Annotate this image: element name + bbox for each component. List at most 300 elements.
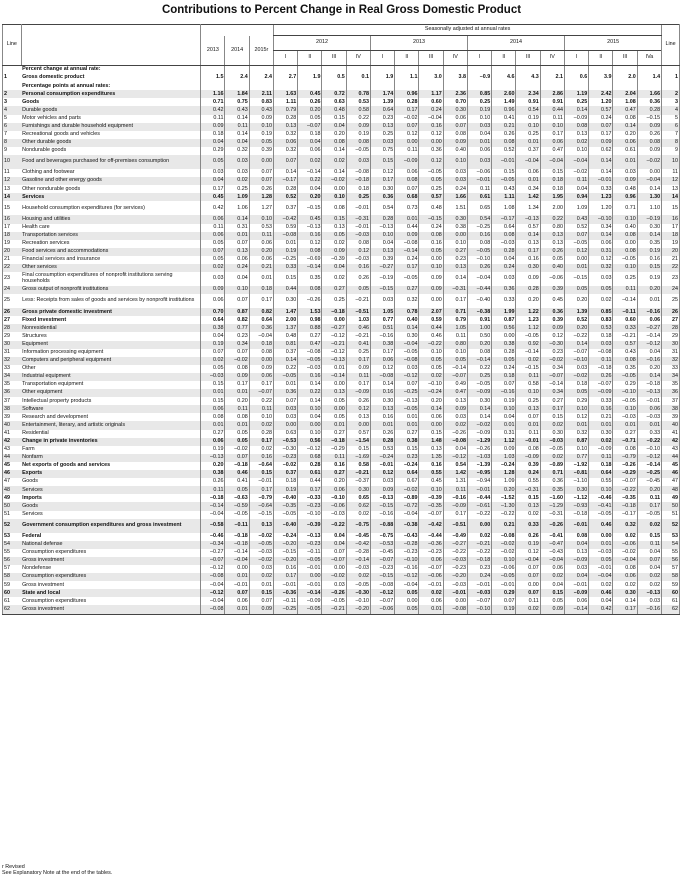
value-cell: –0.09 [467, 430, 491, 438]
line-number: 39 [3, 413, 22, 421]
line-number: 55 [3, 549, 22, 557]
line-number-right: 49 [662, 494, 680, 502]
value-cell: 1.42 [516, 193, 540, 201]
value-cell: 0.12 [370, 365, 394, 373]
value-cell: 0.04 [225, 139, 249, 147]
value-cell: 0.28 [492, 349, 516, 357]
row-label: Nonfarm [21, 454, 201, 462]
value-cell: 0.10 [613, 264, 637, 272]
value-cell: –0.05 [419, 169, 443, 177]
value-cell: 0.25 [564, 98, 588, 106]
value-cell: –0.38 [467, 308, 491, 316]
value-cell: 1.48 [419, 438, 443, 446]
value-cell: 0.20 [564, 324, 588, 332]
value-cell: 1.1 [395, 74, 419, 82]
value-cell: 0.03 [201, 272, 225, 286]
line-number: 41 [3, 430, 22, 438]
value-cell: 1.23 [516, 316, 540, 324]
value-cell: –0.14 [443, 365, 467, 373]
value-cell: 0.1 [346, 74, 370, 82]
value-cell: 0.13 [419, 446, 443, 454]
value-cell: 0.03 [492, 272, 516, 286]
line-number-right: 50 [662, 502, 680, 510]
value-cell: 0.09 [225, 373, 249, 381]
value-cell: 0.64 [492, 224, 516, 232]
value-cell: 0.25 [370, 131, 394, 139]
table-row [3, 413, 680, 421]
value-cell: 0.06 [516, 169, 540, 177]
value-cell: –0.03 [298, 365, 322, 373]
row-label: Nondurable goods [22, 147, 67, 154]
value-cell: –0.53 [370, 541, 394, 549]
table-row [3, 494, 680, 502]
line-number-right: 7 [662, 131, 680, 139]
value-cell: –0.07 [419, 565, 443, 573]
value-cell: –0.04 [564, 155, 588, 169]
value-cell: 0.26 [249, 185, 273, 193]
value-cell: 0.36 [419, 147, 443, 155]
value-cell: 0.02 [564, 139, 588, 147]
value-cell: 0.06 [419, 597, 443, 605]
value-cell: 0.07 [516, 565, 540, 573]
value-cell: –0.10 [613, 389, 637, 397]
value-cell: 3.9 [589, 74, 613, 82]
line-number: 11 [3, 169, 22, 177]
value-cell: 0.12 [516, 549, 540, 557]
value-cell: 0.07 [395, 123, 419, 131]
line-number-right: 30 [662, 341, 680, 349]
line-number: 53 [3, 533, 22, 541]
value-cell: –0.28 [395, 541, 419, 549]
value-cell: –0.05 [467, 381, 491, 389]
value-cell: –0.23 [273, 454, 297, 462]
value-cell: 0.40 [395, 316, 419, 324]
value-cell: –0.10 [346, 597, 370, 605]
line-number: 58 [3, 573, 22, 581]
value-cell: –0.09 [564, 557, 588, 565]
value-cell: 0.11 [201, 115, 225, 123]
value-cell: 0.26 [298, 98, 322, 106]
value-cell: 0.14 [273, 169, 297, 177]
value-cell: –0.02 [492, 541, 516, 549]
value-cell: 0.33 [613, 324, 637, 332]
value-cell: 1.03 [346, 316, 370, 324]
line-number: 3 [3, 98, 22, 106]
line-number: 44 [3, 454, 22, 462]
value-cell: 0.13 [443, 397, 467, 405]
value-cell: –0.16 [637, 605, 661, 614]
value-cell: 0.91 [467, 316, 491, 324]
value-cell: 0.01 [322, 421, 346, 429]
value-cell: 0.45 [419, 478, 443, 486]
line-number-right: 25 [662, 294, 680, 308]
value-cell: –0.09 [564, 589, 588, 597]
value-cell: –0.24 [419, 389, 443, 397]
value-cell: 0.02 [589, 294, 613, 308]
value-cell: 0.14 [298, 381, 322, 389]
value-cell: 0.13 [443, 264, 467, 272]
value-cell: –0.01 [346, 201, 370, 215]
value-cell: 0.81 [273, 341, 297, 349]
line-number: 21 [3, 256, 22, 264]
value-cell: 0.18 [540, 185, 564, 193]
line-number-right: 9 [662, 147, 680, 155]
value-cell: 0.04 [564, 185, 588, 193]
value-cell: 0.17 [589, 131, 613, 139]
value-cell: 0.50 [467, 332, 491, 340]
value-cell: 0.15 [273, 272, 297, 286]
row-label: Information processing equipment [22, 348, 104, 355]
value-cell: 0.03 [467, 155, 491, 169]
value-cell: –0.18 [225, 462, 249, 470]
value-cell: –1.30 [492, 502, 516, 510]
value-cell: 0.09 [249, 365, 273, 373]
value-cell: –0.21 [322, 341, 346, 349]
value-cell: 0.60 [419, 98, 443, 106]
line-number: 2 [3, 90, 22, 98]
line-number: 13 [3, 185, 22, 193]
line-number: 31 [3, 349, 22, 357]
line-number-right: 46 [662, 470, 680, 478]
value-cell: –0.06 [370, 605, 394, 614]
value-cell: –0.14 [225, 549, 249, 557]
value-cell: 0.16 [467, 232, 491, 240]
value-cell: 0.38 [395, 438, 419, 446]
quarter-header: I [467, 51, 491, 66]
line-number-right: 15 [662, 201, 680, 215]
value-cell: 0.17 [516, 248, 540, 256]
line-number-right: 5 [662, 115, 680, 123]
value-cell: 1.5 [201, 74, 225, 82]
value-cell: 0.03 [249, 565, 273, 573]
value-cell: –0.12 [395, 573, 419, 581]
line-number: 52 [3, 519, 22, 533]
value-cell: 0.14 [589, 169, 613, 177]
line-number-right: 21 [662, 256, 680, 264]
value-cell: 0.03 [467, 123, 491, 131]
line-number: 27 [3, 316, 22, 324]
value-cell: 0.01 [589, 541, 613, 549]
value-cell: –0.07 [589, 381, 613, 389]
value-cell: 0.24 [225, 264, 249, 272]
line-number-right: 6 [662, 123, 680, 131]
quarter-header: IV [443, 51, 467, 66]
value-cell: 0.28 [492, 248, 516, 256]
value-cell: 1.22 [516, 308, 540, 316]
value-cell: –0.07 [564, 349, 588, 357]
value-cell: 1.11 [273, 98, 297, 106]
value-cell: 0.38 [201, 470, 225, 478]
value-cell: 0.04 [637, 349, 661, 357]
value-cell: 0.04 [201, 139, 225, 147]
value-cell: –0.22 [467, 549, 491, 557]
value-cell: 0.11 [589, 454, 613, 462]
value-cell: 0.47 [443, 389, 467, 397]
value-cell: –0.14 [322, 373, 346, 381]
value-cell: 0.39 [540, 286, 564, 294]
value-cell: 0.79 [443, 316, 467, 324]
value-cell: 0.24 [419, 106, 443, 114]
value-cell: –0.15 [370, 573, 394, 581]
value-cell: 0.13 [516, 240, 540, 248]
value-cell: 0.12 [346, 248, 370, 256]
value-cell: 0.14 [225, 131, 249, 139]
value-cell: 1.31 [443, 478, 467, 486]
row-label: Equipment [21, 341, 201, 349]
value-cell: 0.15 [322, 115, 346, 123]
value-cell: 0.23 [467, 565, 491, 573]
value-cell: 0.05 [419, 177, 443, 185]
value-cell: –0.07 [467, 597, 491, 605]
value-cell: 0.09 [443, 139, 467, 147]
value-cell: 0.14 [370, 381, 394, 389]
value-cell: 0.54 [467, 215, 491, 223]
value-cell: 0.14 [322, 169, 346, 177]
value-cell: 0.54 [443, 462, 467, 470]
value-cell: –0.13 [201, 454, 225, 462]
table-row [3, 349, 680, 357]
value-cell: 0.01 [201, 389, 225, 397]
value-cell: 0.42 [589, 605, 613, 614]
value-cell: –0.16 [443, 494, 467, 502]
value-cell: –0.22 [443, 549, 467, 557]
value-cell: 0.16 [370, 389, 394, 397]
value-cell: 0.07 [516, 573, 540, 581]
value-cell: –0.03 [467, 589, 491, 597]
value-cell: 0.72 [322, 90, 346, 98]
value-cell: 0.24 [467, 573, 491, 581]
value-cell: 0.94 [564, 193, 588, 201]
value-cell: 2.7 [273, 74, 297, 82]
value-cell: 0.07 [249, 177, 273, 185]
value-cell: 1.95 [540, 193, 564, 201]
row-label: Gross private domestic investment [21, 308, 201, 316]
value-cell: 0.27 [443, 248, 467, 256]
value-cell: 0.11 [613, 286, 637, 294]
value-cell: 0.03 [637, 597, 661, 605]
value-cell: 0.00 [322, 405, 346, 413]
value-cell: –0.03 [346, 256, 370, 264]
row-label: Federal [22, 532, 42, 539]
value-cell: 0.20 [637, 365, 661, 373]
table-row [3, 519, 680, 533]
value-cell: 0.47 [298, 341, 322, 349]
value-cell: –0.08 [346, 169, 370, 177]
value-cell: 0.06 [201, 215, 225, 223]
value-cell: 0.98 [298, 316, 322, 324]
value-cell: 0.07 [589, 123, 613, 131]
value-cell: 0.20 [225, 397, 249, 405]
value-cell: –0.13 [322, 357, 346, 365]
value-cell: 0.04 [564, 573, 588, 581]
row-label: Residential [22, 429, 49, 436]
value-cell: 0.55 [589, 478, 613, 486]
value-cell: –0.22 [419, 341, 443, 349]
value-cell: 0.09 [516, 272, 540, 286]
value-cell: 0.07 [249, 597, 273, 605]
value-cell: 0.10 [540, 123, 564, 131]
value-cell: –0.21 [322, 605, 346, 614]
value-cell: 2.4 [225, 74, 249, 82]
line-number: 38 [3, 405, 22, 413]
value-cell: 0.27 [322, 430, 346, 438]
value-cell: 0.14 [589, 232, 613, 240]
value-cell: –0.05 [637, 511, 661, 519]
table-row [3, 308, 680, 316]
value-cell: 0.02 [249, 446, 273, 454]
value-cell: –0.04 [637, 177, 661, 185]
value-cell: 0.26 [370, 430, 394, 438]
table-row [3, 430, 680, 438]
value-cell: 0.82 [225, 316, 249, 324]
value-cell: 0.28 [273, 115, 297, 123]
value-cell: 0.13 [249, 519, 273, 533]
value-cell: 0.24 [419, 224, 443, 232]
value-cell: –0.10 [467, 256, 491, 264]
value-cell: –0.34 [201, 541, 225, 549]
value-cell: 3.0 [419, 74, 443, 82]
line-number: 26 [3, 308, 22, 316]
value-cell: 0.88 [298, 324, 322, 332]
line-number: 60 [3, 589, 22, 597]
value-cell: 0.20 [613, 131, 637, 139]
section-label: Percent change at annual rate: [22, 66, 101, 73]
value-cell: 0.00 [322, 565, 346, 573]
value-cell: 0.36 [370, 193, 394, 201]
value-cell: 4.3 [516, 74, 540, 82]
value-cell: 0.11 [249, 405, 273, 413]
quarter-header: III [613, 51, 637, 66]
value-cell: –0.03 [322, 511, 346, 519]
value-cell: 0.24 [492, 264, 516, 272]
value-cell: 0.11 [516, 373, 540, 381]
value-cell: –0.09 [467, 389, 491, 397]
value-cell: 0.19 [492, 397, 516, 405]
line-number-right: 2 [662, 90, 680, 98]
value-cell: 0.06 [249, 256, 273, 264]
value-cell: –0.10 [298, 511, 322, 519]
value-cell: 2.86 [540, 90, 564, 98]
value-cell: 0.20 [516, 294, 540, 308]
table-header [3, 25, 680, 66]
value-cell: 0.16 [589, 405, 613, 413]
value-cell: –0.15 [516, 365, 540, 373]
value-cell: 0.07 [273, 397, 297, 405]
value-cell: 0.23 [395, 454, 419, 462]
row-label: Final consumption expenditures of nonprofit institutions serving households [22, 272, 173, 285]
value-cell: –0.44 [467, 494, 491, 502]
value-cell: 0.13 [516, 405, 540, 413]
value-cell: 0.14 [225, 215, 249, 223]
value-cell: –0.01 [467, 177, 491, 185]
value-cell: 0.06 [589, 240, 613, 248]
value-cell: –0.23 [443, 565, 467, 573]
value-cell: –0.02 [540, 357, 564, 365]
value-cell: –0.44 [467, 286, 491, 294]
value-cell: –0.23 [298, 502, 322, 510]
row-label: Goods [22, 98, 40, 105]
value-cell: –0.14 [298, 589, 322, 597]
value-cell: –0.06 [540, 272, 564, 286]
line-number: 25 [3, 294, 22, 308]
value-cell: 0.34 [516, 185, 540, 193]
value-cell: –0.08 [443, 605, 467, 614]
value-cell: –0.14 [395, 248, 419, 256]
value-cell: 0.05 [589, 557, 613, 565]
value-cell: 0.04 [201, 332, 225, 340]
table-row [3, 573, 680, 581]
row-label: Durable goods [21, 106, 201, 114]
value-cell: 0.10 [516, 123, 540, 131]
value-cell: 2.34 [516, 90, 540, 98]
value-cell: 0.19 [637, 248, 661, 256]
value-cell: –0.14 [540, 381, 564, 389]
value-cell: 0.92 [516, 341, 540, 349]
line-number: 16 [3, 215, 22, 223]
value-cell: –0.09 [395, 155, 419, 169]
value-cell: 1.09 [225, 193, 249, 201]
table-row [3, 177, 680, 185]
line-header-left: Line [3, 25, 22, 66]
line-number: 54 [3, 541, 22, 549]
value-cell: 0.20 [298, 106, 322, 114]
year-group-header: 2015 [564, 36, 661, 51]
value-cell: –0.89 [540, 462, 564, 470]
value-cell: 0.05 [419, 357, 443, 365]
value-cell: –0.01 [467, 486, 491, 494]
value-cell: 0.04 [467, 131, 491, 139]
value-cell: 0.15 [637, 533, 661, 541]
value-cell: 0.25 [419, 185, 443, 193]
value-cell: –0.38 [395, 519, 419, 533]
value-cell: –0.25 [273, 605, 297, 614]
line-number-right: 16 [662, 215, 680, 223]
value-cell: 0.10 [443, 349, 467, 357]
row-label: Clothing and footwear [22, 169, 75, 176]
value-cell: –0.10 [589, 215, 613, 223]
row-label: Gross output of nonprofit institutions [21, 286, 201, 294]
value-cell: –0.17 [273, 177, 297, 185]
value-cell: 0.11 [201, 224, 225, 232]
value-cell: –0.89 [395, 494, 419, 502]
value-cell: –0.05 [613, 397, 637, 405]
value-cell: 0.01 [225, 389, 249, 397]
value-cell: 0.09 [370, 486, 394, 494]
line-number-right: 4 [662, 106, 680, 114]
value-cell: 0.85 [589, 308, 613, 316]
value-cell: –0.22 [637, 438, 661, 446]
line-number-right: 42 [662, 438, 680, 446]
value-cell: 0.30 [370, 185, 394, 193]
row-label: Other nondurable goods [22, 185, 81, 192]
row-label: Gross domestic product [22, 74, 85, 81]
value-cell: 0.10 [443, 155, 467, 169]
line-number-right: 40 [662, 421, 680, 429]
value-cell: 0.31 [589, 248, 613, 256]
line-number: 35 [3, 381, 22, 389]
value-cell: 0.75 [225, 98, 249, 106]
value-cell: 0.25 [346, 193, 370, 201]
value-cell: 0.11 [443, 486, 467, 494]
line-number: 12 [3, 177, 22, 185]
value-cell: 0.16 [637, 256, 661, 264]
value-cell: 0.32 [589, 264, 613, 272]
value-cell: 2.0 [613, 74, 637, 82]
value-cell: –0.01 [346, 224, 370, 232]
value-cell: 1.51 [443, 201, 467, 215]
value-cell: 1.00 [467, 324, 491, 332]
line-number: 40 [3, 421, 22, 429]
